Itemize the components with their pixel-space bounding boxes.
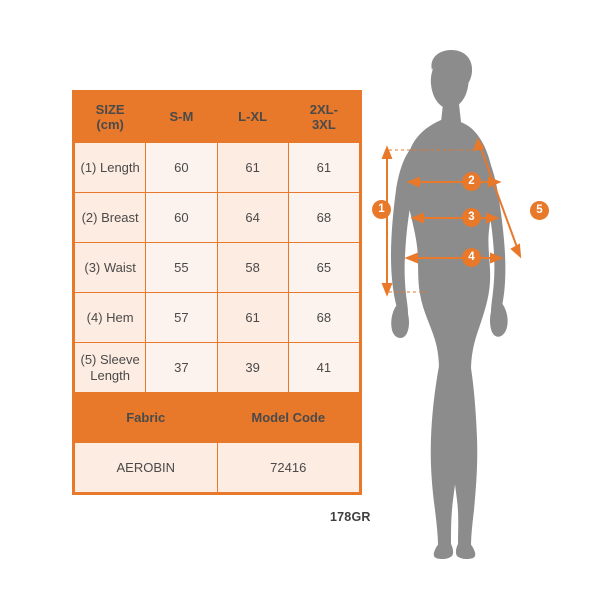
header-col-2xl-3xl-line2: 3XL xyxy=(311,116,336,132)
cell-sleeve-sm: 37 xyxy=(146,343,217,393)
table-row xyxy=(75,143,360,193)
measure-badge-1: 1 xyxy=(372,200,391,219)
header-col-2xl-3xl xyxy=(288,93,359,143)
header-model-code: Model Code xyxy=(217,393,360,443)
table-row xyxy=(75,293,360,343)
cell-waist-lxl: 58 xyxy=(217,243,288,293)
value-fabric: AEROBIN xyxy=(75,443,218,493)
cell-length-2xl3xl: 61 xyxy=(288,143,359,193)
female-silhouette-icon xyxy=(375,50,590,570)
mannequin-figure xyxy=(375,50,590,570)
product-code-tag: 178GR xyxy=(330,510,371,524)
row-label-breast: (2) Breast xyxy=(75,193,146,243)
cell-breast-sm: 60 xyxy=(146,193,217,243)
measure-line-1 xyxy=(383,148,391,294)
cell-length-sm: 60 xyxy=(146,143,217,193)
cell-waist-sm: 55 xyxy=(146,243,217,293)
table-row xyxy=(75,343,360,393)
header-col-2xl-3xl-line1: 2XL- xyxy=(309,101,338,117)
table-footer-value-row xyxy=(75,443,360,493)
cell-hem-2xl3xl: 68 xyxy=(288,293,359,343)
cell-breast-lxl: 64 xyxy=(217,193,288,243)
measure-badge-3: 3 xyxy=(462,208,481,227)
row-label-length: (1) Length xyxy=(75,143,146,193)
cell-hem-lxl: 61 xyxy=(217,293,288,343)
row-label-waist: (3) Waist xyxy=(75,243,146,293)
cell-hem-sm: 57 xyxy=(146,293,217,343)
cell-waist-2xl3xl: 65 xyxy=(288,243,359,293)
row-label-sleeve-length xyxy=(75,343,146,393)
measure-badge-5: 5 xyxy=(530,201,549,220)
cell-length-lxl: 61 xyxy=(217,143,288,193)
row-label-sleeve-length-line2: Length xyxy=(90,367,130,383)
size-table-container xyxy=(72,90,362,495)
table-header-row xyxy=(75,93,360,143)
header-fabric: Fabric xyxy=(75,393,218,443)
cell-sleeve-2xl3xl: 41 xyxy=(288,343,359,393)
header-col-lxl: L-XL xyxy=(217,93,288,143)
table-footer-header-row xyxy=(75,393,360,443)
row-label-sleeve-length-line1: (5) Sleeve xyxy=(80,351,140,367)
cell-sleeve-lxl: 39 xyxy=(217,343,288,393)
measure-badge-2: 2 xyxy=(462,172,481,191)
header-col-sm: S-M xyxy=(146,93,217,143)
size-table xyxy=(74,92,360,493)
header-size-line1: SIZE xyxy=(95,101,125,117)
table-row xyxy=(75,243,360,293)
cell-breast-2xl3xl: 68 xyxy=(288,193,359,243)
value-model-code: 72416 xyxy=(217,443,360,493)
row-label-hem: (4) Hem xyxy=(75,293,146,343)
table-row xyxy=(75,193,360,243)
measure-badge-4: 4 xyxy=(462,248,481,267)
header-size-line2: (cm) xyxy=(96,116,124,132)
header-size xyxy=(75,93,146,143)
